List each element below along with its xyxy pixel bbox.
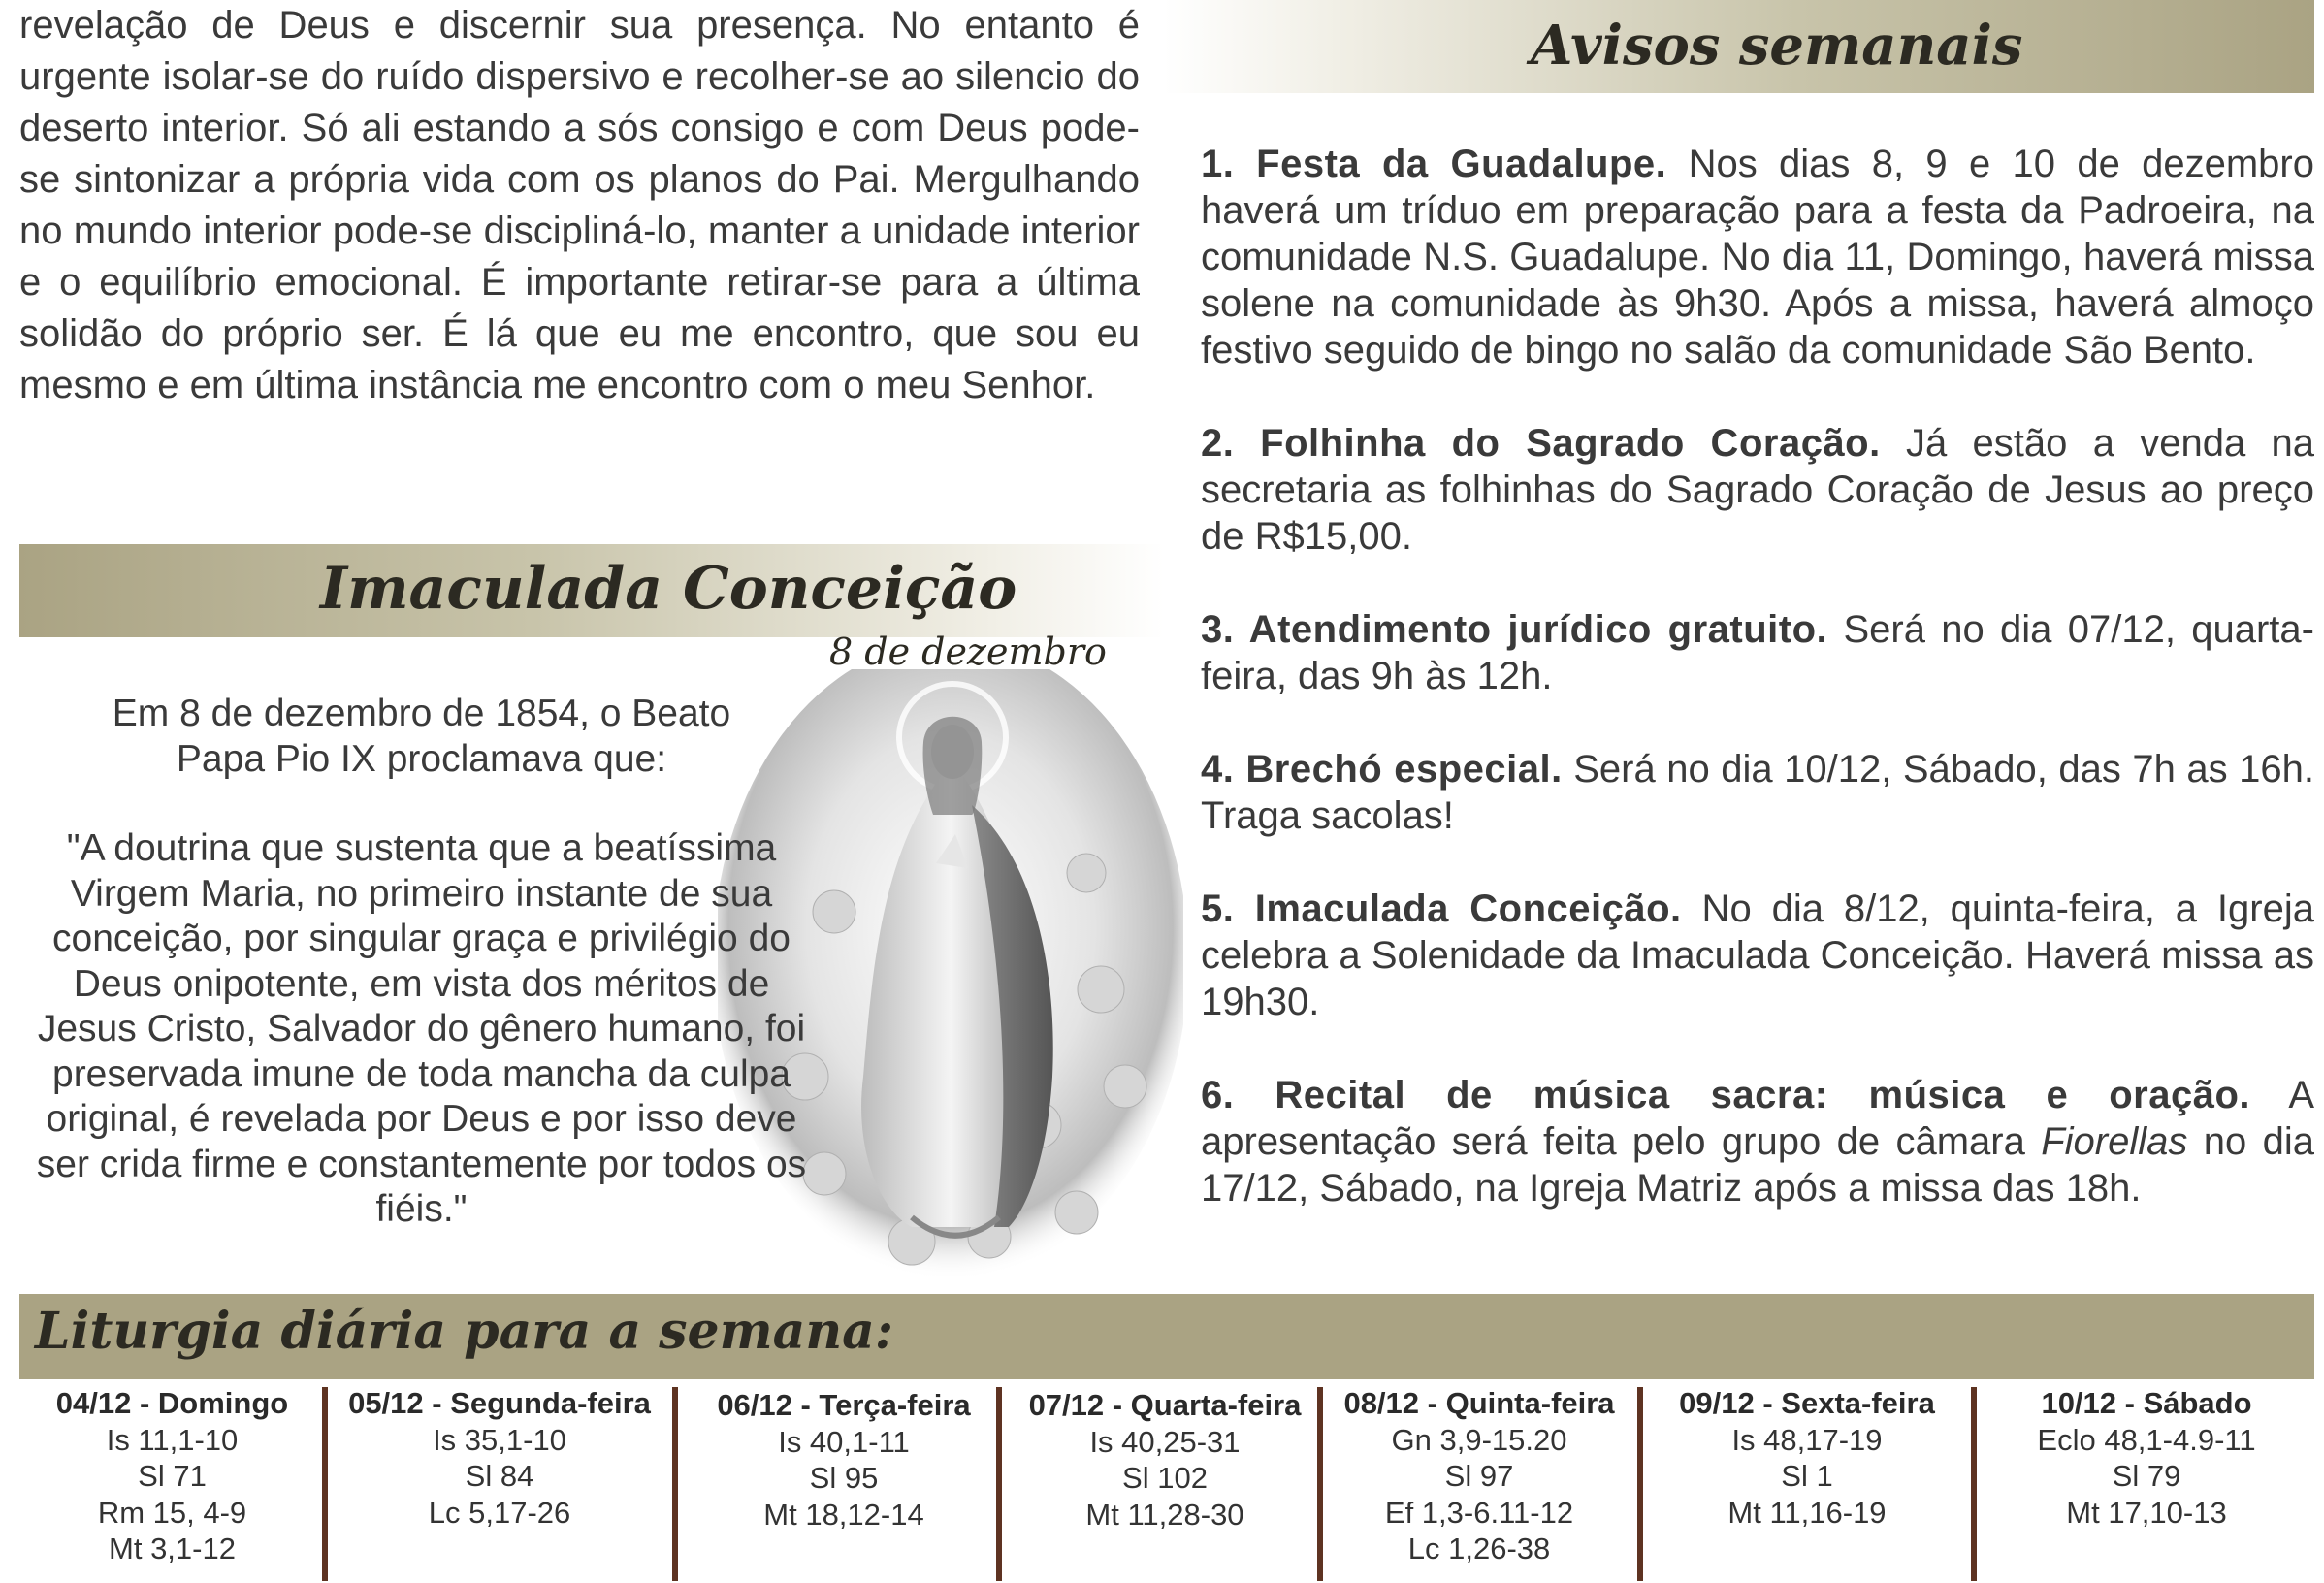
imaculada-intro: Em 8 de dezembro de 1854, o Beato Papa Pio IX proclamava que:	[112, 693, 731, 780]
day-reading: Mt 3,1-12	[109, 1532, 236, 1566]
aviso-heading: 6. Recital de música sacra: música e oração.	[1201, 1074, 2250, 1116]
day-title: 04/12 - Domingo	[55, 1386, 289, 1420]
day-reading: Rm 15, 4-9	[97, 1495, 247, 1530]
day-column	[1324, 1385, 1634, 1567]
aviso-text: No dia 8/12, quinta-feira, a Igreja celebra a Solenidade da Imaculada Conceição. Haverá missa as 19h30.	[1201, 888, 2314, 1023]
day-reading: Ef 1,3-6.11-12	[1384, 1495, 1574, 1530]
day-column	[330, 1385, 669, 1531]
day-reading: Mt 17,10-13	[2066, 1495, 2227, 1530]
aviso-text: Já estão a venda na secretaria as folhinhas do Sagrado Coração de Jesus ao preço de R$15,00.	[1201, 422, 2314, 558]
day-title: 06/12 - Terça-feira	[717, 1388, 971, 1422]
reflection-text	[19, 0, 1140, 411]
day-reading: Sl 79	[2112, 1459, 2181, 1493]
aviso-item	[1201, 606, 2314, 699]
day-column	[684, 1387, 1004, 1533]
aviso-heading: 2. Folhinha do Sagrado Coração.	[1201, 422, 1881, 465]
imaculada-title: Imaculada Conceição	[320, 555, 1017, 623]
aviso-italic-text: Fiorellas	[2041, 1120, 2188, 1163]
aviso-item	[1201, 746, 2314, 839]
day-separator	[1971, 1387, 1977, 1581]
day-column	[1647, 1385, 1967, 1531]
liturgia-title: Liturgia diária para a semana:	[35, 1302, 894, 1361]
day-reading: Gn 3,9-15.20	[1391, 1422, 1567, 1457]
day-separator	[1637, 1387, 1643, 1581]
aviso-item	[1201, 420, 2314, 560]
day-column	[1005, 1387, 1325, 1533]
day-separator	[322, 1387, 328, 1581]
day-reading: Is 11,1-10	[106, 1422, 239, 1457]
liturgia-days	[19, 1379, 2314, 1583]
day-title: 09/12 - Sexta-feira	[1679, 1386, 1935, 1420]
day-title: 10/12 - Sábado	[2041, 1386, 2252, 1420]
day-column	[1979, 1385, 2314, 1531]
aviso-heading: 5. Imaculada Conceição.	[1201, 888, 1682, 930]
day-reading: Eclo 48,1-4.9-11	[2037, 1422, 2256, 1457]
imaculada-date: 8 de dezembro	[829, 630, 1107, 673]
day-separator	[672, 1387, 678, 1581]
day-reading: Sl 95	[809, 1461, 879, 1495]
day-reading: Sl 97	[1444, 1459, 1514, 1493]
reflection-paragraph: revelação de Deus e discernir sua presença. No entanto é urgente isolar-se do ruído dispersivo e recolher-se ao silencio do deserto interior. Só ali estando a sós consigo e com Deus pode-se sintonizar a própria vida com os planos do Pai. Mergulhando no mundo interior pode-se discipliná-lo, manter a unidade interior e o equilíbrio emocional. É importante retirar-se para a última solidão do próprio ser. É lá que eu me encontro, que sou eu mesmo e em última instância me encontro com o meu Senhor.	[19, 4, 1140, 406]
aviso-heading: 3. Atendimento jurídico gratuito.	[1201, 608, 1828, 651]
day-title: 07/12 - Quarta-feira	[1028, 1388, 1302, 1422]
aviso-text: no dia 17/12, Sábado, na Igreja Matriz após a missa das 18h.	[1201, 1120, 2314, 1210]
aviso-heading: 4. Brechó especial.	[1201, 748, 1563, 791]
day-title: 08/12 - Quinta-feira	[1343, 1386, 1615, 1420]
aviso-heading: 1. Festa da Guadalupe.	[1201, 143, 1667, 185]
day-reading: Mt 11,16-19	[1727, 1495, 1887, 1530]
aviso-item	[1201, 141, 2314, 373]
day-reading: Is 35,1-10	[433, 1422, 566, 1457]
day-reading: Sl 102	[1122, 1461, 1208, 1495]
day-reading: Is 48,17-19	[1731, 1422, 1883, 1457]
aviso-item	[1201, 1072, 2314, 1211]
aviso-text: Nos dias 8, 9 e 10 de dezembro haverá um tríduo em preparação para a festa da Padroeira, na comunidade N.S. Guadalupe. No dia 11, Domingo, haverá missa solene na comunidade às 9h30. Após a missa, haverá almoço festivo seguido de bingo no salão da comunidade São Bento.	[1201, 143, 2314, 372]
aviso-text: A apresentação será feita pelo grupo de câmara	[1201, 1074, 2314, 1163]
day-reading: Mt 11,28-30	[1085, 1497, 1244, 1532]
day-reading: Is 40,25-31	[1089, 1424, 1241, 1459]
day-reading: Sl 84	[465, 1459, 534, 1493]
day-title: 05/12 - Segunda-feira	[348, 1386, 651, 1420]
aviso-text: Será no dia 07/12, quarta-feira, das 9h às 12h.	[1201, 608, 2314, 697]
day-separator	[1317, 1387, 1323, 1581]
day-reading: Lc 5,17-26	[428, 1495, 571, 1530]
day-column	[19, 1385, 325, 1567]
imaculada-text	[21, 692, 822, 1277]
day-reading: Mt 18,12-14	[763, 1497, 924, 1532]
day-reading: Lc 1,26-38	[1407, 1532, 1551, 1566]
aviso-text: Será no dia 10/12, Sábado, das 7h as 16h. Traga sacolas!	[1201, 748, 2314, 837]
day-reading: Sl 71	[138, 1459, 207, 1493]
avisos-title: Avisos semanais	[1531, 14, 2023, 78]
aviso-item	[1201, 886, 2314, 1025]
imaculada-quote: "A doutrina que sustenta que a beatíssima Virgem Maria, no primeiro instante de sua conceição, por singular graça e privilégio do Deus onipotente, em vista dos méritos de Jesus Cristo, Salvador do gênero humano, foi preservada imune de toda mancha da culpa original, é revelada por Deus e por isso deve ser crida firme e constantemente por todos os fiéis."	[36, 827, 807, 1230]
avisos-list	[1201, 141, 2314, 1258]
day-reading: Sl 1	[1781, 1459, 1833, 1493]
day-reading: Is 40,1-11	[778, 1424, 910, 1459]
day-separator	[996, 1387, 1002, 1581]
